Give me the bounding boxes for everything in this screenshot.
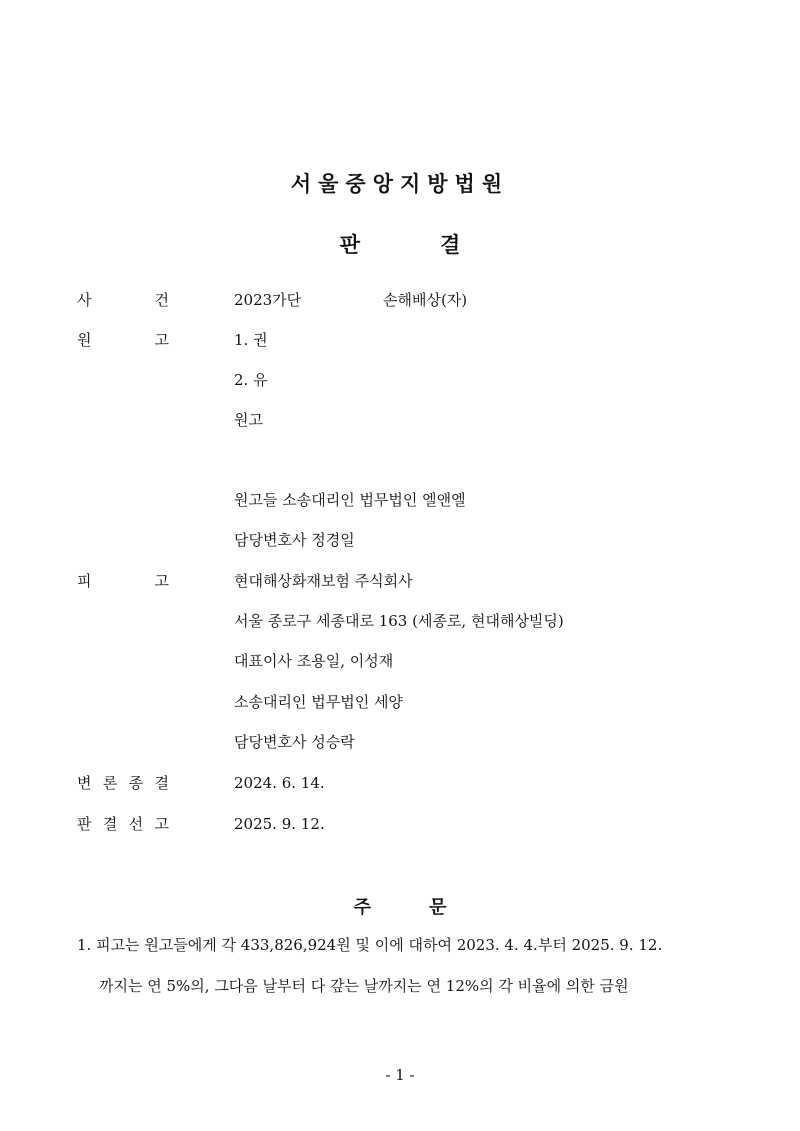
case-label: 사 건 <box>77 291 169 309</box>
document-title <box>0 229 800 259</box>
case-name: 손해배상(자) <box>383 291 468 309</box>
plaintiff-line: 원고 <box>234 411 263 429</box>
defendant-line: 대표이사 조용일, 이성재 <box>234 652 394 670</box>
closing-label: 변 론 종 결 <box>77 774 169 792</box>
document-title-left: 판 <box>339 233 360 257</box>
closing-date: 2024. 6. 14. <box>234 774 325 792</box>
order-paragraph-line: 까지는 연 5%의, 그다음 날부터 다 갚는 날까지는 연 12%의 각 비율에 의한 금원 <box>99 977 629 995</box>
plaintiff-counsel-attorney: 담당변호사 정경일 <box>234 531 355 549</box>
defendant-line: 소송대리인 법무법인 세양 <box>234 693 403 711</box>
plaintiff-line: 1. 권 <box>234 331 268 349</box>
page-number: - 1 - <box>385 1066 415 1084</box>
order-title: 주 문 <box>353 897 447 918</box>
verdict-label: 판 결 선 고 <box>77 815 169 833</box>
court-name: 서울중앙지방법원 <box>290 172 510 196</box>
plaintiff-label: 원 고 <box>77 331 169 349</box>
document-title-right: 결 <box>440 233 461 257</box>
defendant-line: 담당변호사 성승락 <box>234 733 355 751</box>
defendant-label: 피 고 <box>77 572 169 590</box>
plaintiff-counsel: 원고들 소송대리인 법무법인 엘앤엘 <box>234 491 466 509</box>
defendant-line: 현대해상화재보험 주식회사 <box>234 572 413 590</box>
case-number: 2023가단 <box>234 291 302 309</box>
defendant-line: 서울 종로구 세종대로 163 (세종로, 현대해상빌딩) <box>234 612 564 630</box>
order-paragraph-line: 1. 피고는 원고들에게 각 433,826,924원 및 이에 대하여 2023. 4. 4.부터 2025. 9. 12. <box>77 936 663 954</box>
verdict-date: 2025. 9. 12. <box>234 815 325 833</box>
plaintiff-line: 2. 유 <box>234 371 268 389</box>
